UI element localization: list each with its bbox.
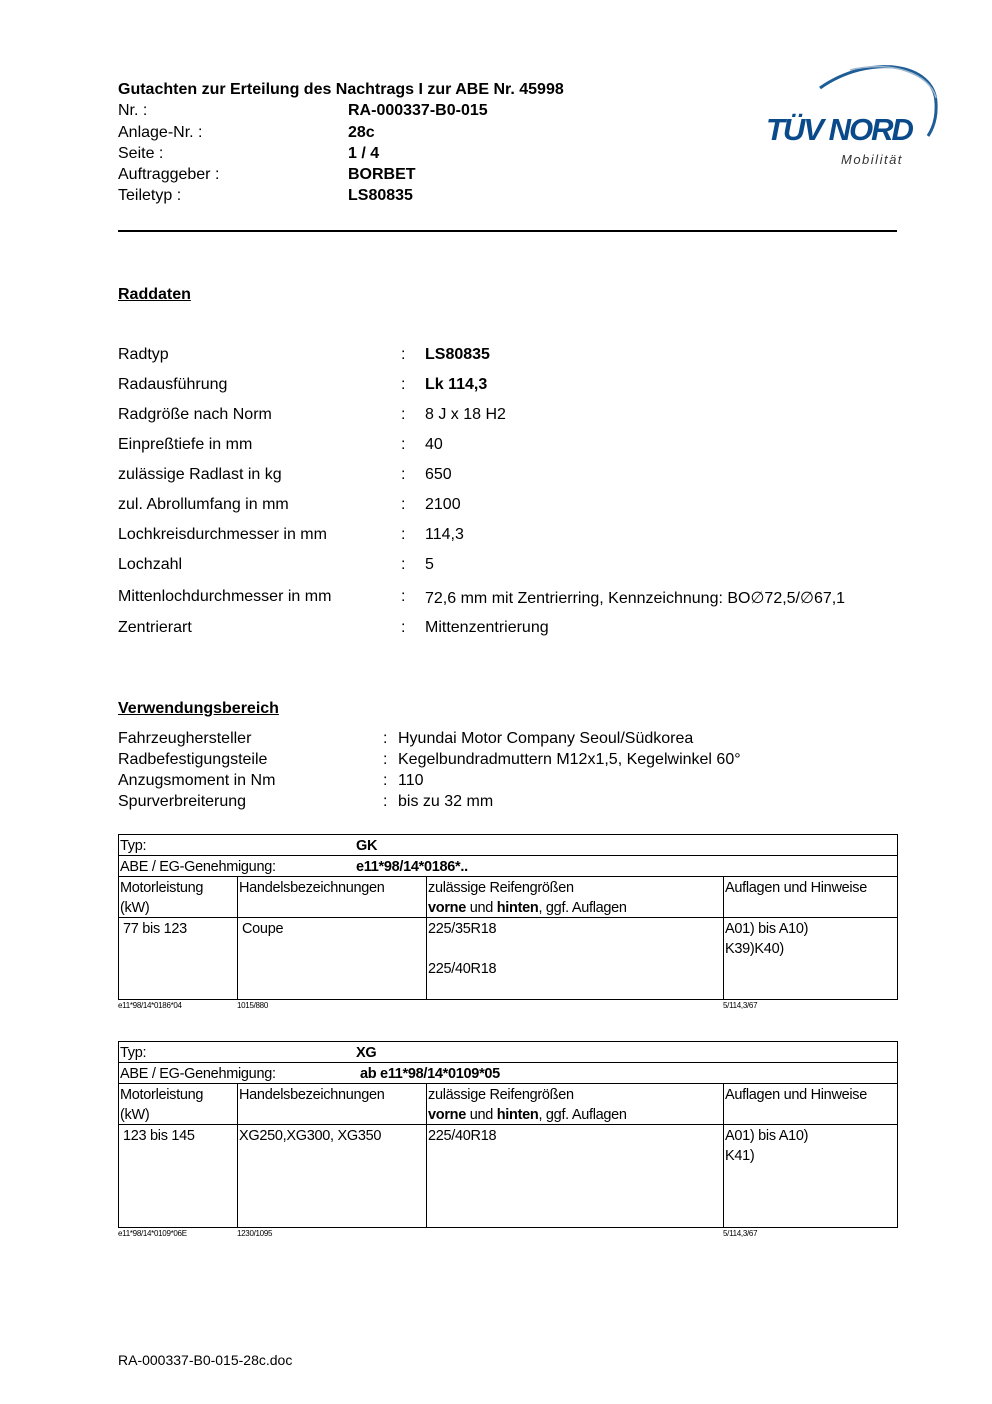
table-footnote: 1015/880 (237, 1001, 268, 1010)
col-header-motor (119, 877, 237, 917)
verwendung-key: Anzugsmoment in Nm (118, 772, 276, 789)
raddaten-value: 2100 (425, 496, 461, 513)
header-text: Motorleistung (120, 1087, 204, 1103)
raddaten-value: 72,6 mm mit Zentrierring, Kennzeichnung: BO∅72,5/∅67,1 (425, 590, 846, 607)
typ-label: Typ: (120, 1045, 147, 1061)
abe-label: ABE / EG-Genehmigung: (120, 1066, 276, 1082)
header-row-teiletyp (118, 187, 413, 205)
header-row-seite (118, 145, 379, 163)
verwendung-value: Kegelbundradmuttern M12x1,5, Kegelwinkel 60° (398, 751, 741, 768)
colon: : (383, 772, 388, 789)
cell-motor: 77 bis 123 (123, 921, 187, 937)
raddaten-key: Lochkreisdurchmesser in mm (118, 526, 327, 543)
cell-auflagen (723, 918, 897, 999)
colon: : (401, 619, 406, 636)
raddaten-value: 650 (425, 466, 452, 483)
table-footnote: e11*98/14*0109*06E (118, 1229, 187, 1238)
header-text: Motorleistung (120, 880, 204, 896)
raddaten-key: Mittenlochdurchmesser in mm (118, 588, 332, 605)
header-row-anlage (118, 124, 375, 142)
section-heading-verwendungsbereich: Verwendungsbereich (118, 700, 279, 717)
tire-size: 225/40R18 (428, 961, 497, 977)
raddaten-key: Lochzahl (118, 556, 183, 573)
table-row-typ (119, 1042, 897, 1063)
cell-motor: 123 bis 145 (123, 1128, 195, 1144)
header-text: hinten (496, 900, 539, 916)
cell-reifen (426, 918, 723, 999)
table-footnote: 5/114,3/67 (723, 1001, 758, 1010)
header-label: Seite : (118, 145, 164, 162)
colon: : (383, 730, 388, 747)
logo-sub: Mobilität (841, 152, 903, 167)
raddaten-key: Radtyp (118, 346, 169, 363)
section-heading-raddaten: Raddaten (118, 286, 191, 303)
colon: : (401, 406, 406, 423)
tuev-nord-logo (760, 58, 945, 173)
raddaten-key: zul. Abrollumfang in mm (118, 496, 289, 513)
auflagen-text: A01) bis A10) (725, 921, 809, 937)
document-filename: RA-000337-B0-015-28c.doc (118, 1352, 293, 1368)
abe-label: ABE / EG-Genehmigung: (120, 859, 276, 875)
vehicle-table-gk (118, 834, 898, 1000)
table-row (119, 1125, 897, 1227)
colon: : (383, 793, 388, 810)
colon: : (401, 376, 406, 393)
col-header-reifen (426, 1084, 723, 1124)
verwendung-key: Spurverbreiterung (118, 793, 247, 810)
header-text (428, 898, 722, 918)
header-value: RA-000337-B0-015 (348, 102, 488, 119)
header-label: Nr. : (118, 102, 148, 119)
header-text: zulässige Reifengrößen (428, 880, 574, 896)
table-row-abe (119, 856, 897, 877)
col-header-handel: Handelsbezeichnungen (237, 1084, 426, 1124)
raddaten-key: Einpreßtiefe in mm (118, 436, 253, 453)
header-value: LS80835 (348, 187, 413, 204)
raddaten-value: 8 J x 18 H2 (425, 406, 506, 423)
colon: : (401, 466, 406, 483)
header-value: 28c (348, 124, 375, 141)
header-row-nr (118, 102, 488, 120)
header-value: 1 / 4 (348, 145, 380, 162)
header-text: und (466, 1107, 497, 1123)
raddaten-value: Mittenzentrierung (425, 619, 549, 636)
document-title: Gutachten zur Erteilung des Nachtrags I zur ABE Nr. 45998 (118, 81, 564, 98)
table-footnote: e11*98/14*0186*04 (118, 1001, 182, 1010)
header-row-auftraggeber (118, 166, 416, 184)
logo-brand: TÜV NORD (766, 112, 912, 147)
abe-value: e11*98/14*0186*.. (356, 859, 468, 875)
table-footnote: 1230/1095 (237, 1229, 273, 1238)
verwendung-value: bis zu 32 mm (398, 793, 494, 810)
colon: : (401, 436, 406, 453)
colon: : (401, 526, 406, 543)
verwendung-value: Hyundai Motor Company Seoul/Südkorea (398, 730, 694, 747)
verwendung-key: Fahrzeughersteller (118, 730, 252, 747)
header-divider (118, 230, 897, 232)
abe-value: ab e11*98/14*0109*05 (360, 1066, 500, 1082)
header-text (428, 1105, 722, 1125)
table-row-typ (119, 835, 897, 856)
header-label: Auftraggeber : (118, 166, 220, 183)
raddaten-value: 114,3 (425, 526, 464, 543)
header-text: zulässige Reifengrößen (428, 1087, 574, 1103)
col-header-auflagen: Auflagen und Hinweise (723, 1084, 897, 1124)
raddaten-key: Radgröße nach Norm (118, 406, 272, 423)
colon: : (401, 346, 406, 363)
vehicle-table-xg (118, 1041, 898, 1228)
auflagen-text: K39)K40) (725, 941, 784, 957)
raddaten-key: zulässige Radlast in kg (118, 466, 282, 483)
auflagen-text: K41) (725, 1148, 755, 1164)
cell-handel: Coupe (237, 918, 426, 999)
colon: : (401, 556, 406, 573)
raddaten-key: Zentrierart (118, 619, 192, 636)
header-text: , ggf. Auflagen (538, 1107, 627, 1123)
header-text: (kW) (120, 1107, 150, 1123)
col-header-handel: Handelsbezeichnungen (237, 877, 426, 917)
header-text: (kW) (120, 900, 150, 916)
table-row-abe (119, 1063, 897, 1084)
table-row (119, 918, 897, 999)
col-header-auflagen: Auflagen und Hinweise (723, 877, 897, 917)
header-label: Teiletyp : (118, 187, 182, 204)
raddaten-value: 40 (425, 436, 443, 453)
tire-size: 225/40R18 (428, 1128, 497, 1144)
table-header-row (119, 1084, 897, 1125)
header-text: hinten (496, 1107, 539, 1123)
header-text: vorne (428, 900, 466, 916)
verwendung-value: 110 (398, 772, 424, 789)
raddaten-value: LS80835 (425, 346, 490, 363)
header-text: , ggf. Auflagen (538, 900, 627, 916)
table-footnote: 5/114,3/67 (723, 1229, 758, 1238)
raddaten-value: 5 (425, 556, 434, 573)
tire-size: 225/35R18 (428, 921, 497, 937)
cell-auflagen (723, 1125, 897, 1227)
colon: : (383, 751, 388, 768)
header-value: BORBET (348, 166, 416, 183)
header-text: und (466, 900, 497, 916)
table-header-row (119, 877, 897, 918)
header-label: Anlage-Nr. : (118, 124, 203, 141)
raddaten-key: Radausführung (118, 376, 228, 393)
typ-label: Typ: (120, 838, 147, 854)
col-header-reifen (426, 877, 723, 917)
logo-swoosh-icon (760, 58, 945, 173)
colon: : (401, 496, 406, 513)
auflagen-text: A01) bis A10) (725, 1128, 809, 1144)
verwendung-key: Radbefestigungsteile (118, 751, 268, 768)
cell-reifen (426, 1125, 723, 1227)
raddaten-value: Lk 114,3 (425, 376, 488, 393)
colon: : (401, 588, 406, 605)
cell-handel: XG250,XG300, XG350 (237, 1125, 426, 1227)
header-text: vorne (428, 1107, 466, 1123)
typ-value: GK (356, 838, 378, 854)
typ-value: XG (356, 1045, 377, 1061)
col-header-motor (119, 1084, 237, 1124)
